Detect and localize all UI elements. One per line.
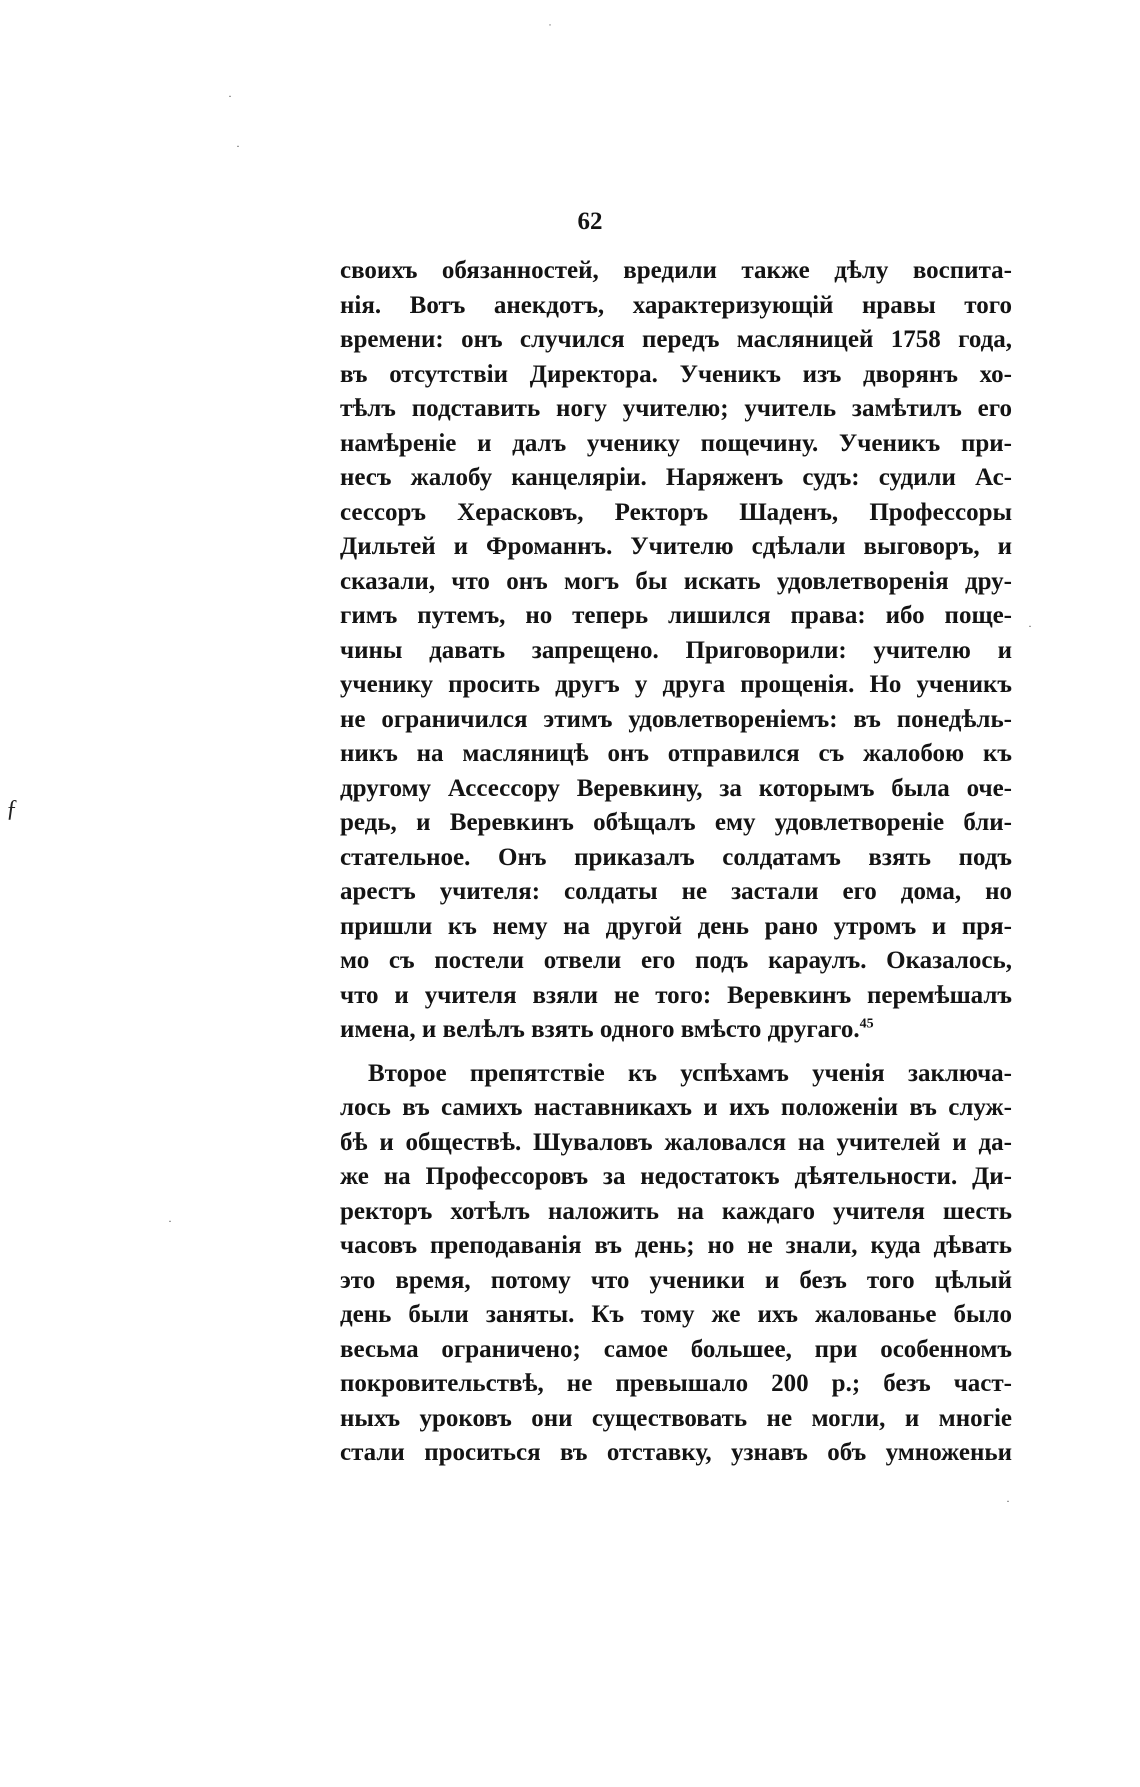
text-line: редь, и Веревкинъ обѣщалъ ему удовлетвореніе бли- <box>340 809 1012 836</box>
text-line: бѣ и обществѣ. Шуваловъ жаловался на учителей и да- <box>340 1128 1012 1156</box>
text-line: сессоръ Херасковъ, Ректоръ Шаденъ, Профессоры <box>340 498 1012 526</box>
text-line: что и учителя взяли не того: Веревкинъ перемѣшалъ <box>340 981 1012 1009</box>
text-line: мо съ постели отвели его подъ караулъ. Оказалось, <box>340 947 1012 974</box>
text-line: въ отсутствіи Директора. Ученикъ изъ дворянъ хо- <box>340 360 1012 388</box>
body-text <box>340 254 1012 1471</box>
text-line: покровительствѣ, не превышало 200 р.; безъ част- <box>340 1370 1012 1397</box>
margin-mark: ƒ <box>6 796 18 822</box>
text-line: арестъ учителя: солдаты не застали его дома, но <box>340 878 1012 905</box>
text-line: тѣлъ подставить ногу учителю; учитель замѣтилъ его <box>340 395 1012 422</box>
scan-speck: · <box>236 139 240 153</box>
footnote-reference[interactable]: 45 <box>859 1016 874 1032</box>
text-line: гимъ путемъ, но теперь лишился права: ибо поще- <box>340 602 1012 629</box>
text-line: это время, потому что ученики и безъ того цѣлый <box>340 1266 1012 1294</box>
text-line: несъ жалобу канцеляріи. Наряженъ судъ: судили Ас- <box>340 464 1012 491</box>
text-line: сказали, что онъ могъ бы искать удовлетворенія дру- <box>340 567 1012 595</box>
text-line: своихъ обязанностей, вредили также дѣлу воспита- <box>340 257 1012 284</box>
paragraph-1 <box>340 254 1012 1048</box>
paragraph-2 <box>340 1057 1012 1471</box>
text-line: часовъ преподаванія въ день; но не знали, куда дѣвать <box>340 1232 1012 1259</box>
text-line: ученику просить другъ у друга прощенія. Но ученикъ <box>340 671 1012 698</box>
scan-speck: · <box>228 89 232 103</box>
text-line-last <box>340 1013 1012 1048</box>
text-line: времени: онъ случился передъ масляницей 1758 года, <box>340 326 1012 353</box>
last-line-text: имена, и велѣлъ взять одного вмѣсто другаго. <box>340 1016 860 1043</box>
text-line: нія. Вотъ анекдотъ, характеризующій нравы того <box>340 291 1012 319</box>
text-line: ныхъ уроковъ они существовать не могли, и многіе <box>340 1404 1012 1432</box>
scan-speck: · <box>1006 1494 1010 1508</box>
text-line: стательное. Онъ приказалъ солдатамъ взять подъ <box>340 843 1012 871</box>
text-line: чины давать запрещено. Приговорили: учителю и <box>340 636 1012 664</box>
text-line: ректоръ хотѣлъ наложить на каждаго учителя шесть <box>340 1197 1012 1225</box>
scan-speck: · <box>1028 619 1032 633</box>
text-line: намѣреніе и далъ ученику пощечину. Ученикъ при- <box>340 429 1012 457</box>
text-line: же на Профессоровъ за недостатокъ дѣятельности. Ди- <box>340 1163 1012 1190</box>
scan-speck: · <box>168 1214 172 1228</box>
text-line: Второе препятствіе къ успѣхамъ ученія заключа- <box>368 1059 1012 1087</box>
text-line: не ограничился этимъ удовлетвореніемъ: въ понедѣль- <box>340 705 1012 733</box>
text-line: другому Ассессору Веревкину, за которымъ была оче- <box>340 774 1012 802</box>
page-number: 62 <box>577 208 603 235</box>
text-line: лось въ самихъ наставникахъ и ихъ положеніи въ служ- <box>340 1094 1012 1121</box>
scan-speck: ˙ <box>548 21 552 35</box>
text-line: никъ на масляницѣ онъ отправился съ жалобою къ <box>340 740 1012 767</box>
text-line: весьма ограничено; самое большее, при особенномъ <box>340 1335 1012 1363</box>
paragraph-gap <box>340 1048 1012 1057</box>
text-line: стали проситься въ отставку, узнавъ объ умноженьи <box>340 1439 1012 1466</box>
text-line: Дильтей и Фроманнъ. Учителю сдѣлали выговоръ, и <box>340 533 1012 560</box>
text-line: день были заняты. Къ тому же ихъ жалованье было <box>340 1301 1012 1328</box>
text-line: пришли къ нему на другой день рано утромъ и пря- <box>340 912 1012 940</box>
